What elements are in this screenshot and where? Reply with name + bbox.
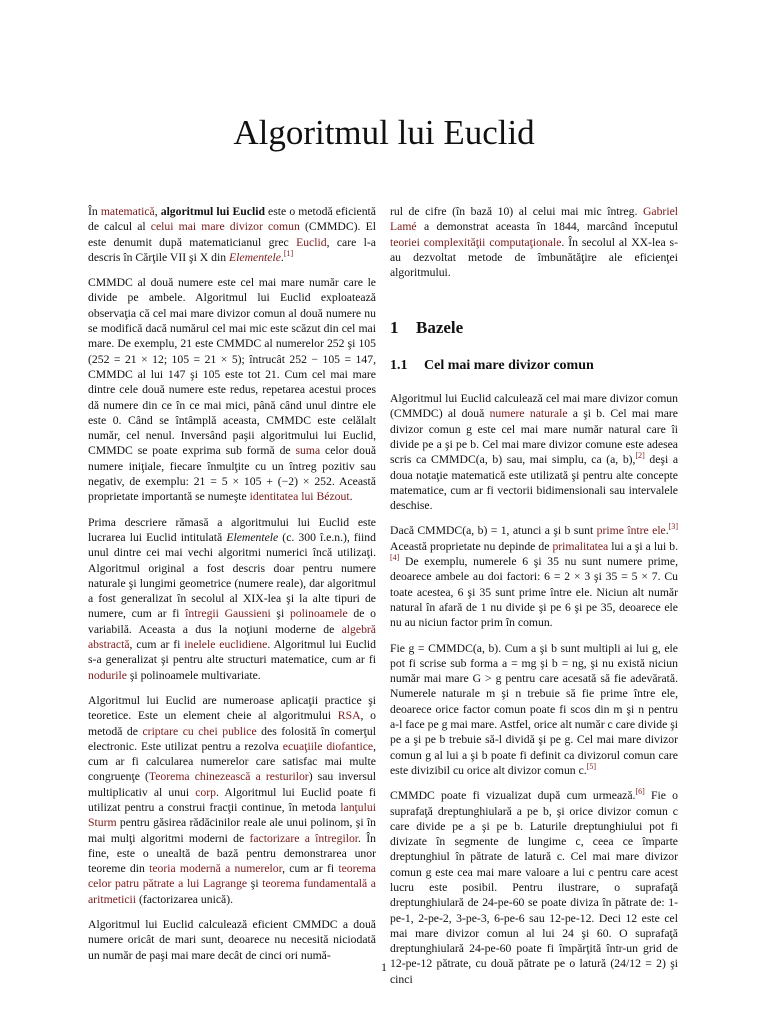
link-factorizare[interactable]: factorizare a întregilor: [249, 831, 359, 845]
link-matematica[interactable]: matematică: [100, 205, 155, 218]
text-span: , cum ar fi: [129, 638, 185, 652]
link-inele[interactable]: inelele euclidiene: [184, 638, 268, 652]
left-column: [88, 204, 376, 973]
paragraph-applications: [88, 693, 376, 907]
text-span: (factorizarea unică).: [136, 892, 234, 906]
link-noduri[interactable]: nodurile: [88, 668, 127, 682]
text-span: Fie g = CMMDC(a, b). Cum a şi b sunt multipli ai lui g, ele pot fi scrise sub forma a = mg şi b = ng, şi nu există niciun număr mai mare G > g pentru care acesată să fie adevărată. Numerele naturale m şi n trebuie să fie prime între ele, deoarece orice factor comun poate fi scos din m şi n pentru a-l face pe g mai mare. Astfel, orice alt număr c care divide şi pe a şi pe b trebuie să-l dividă şi pe g. Cel mai mare divizor comun g al lui a şi b poate fi definit ca divizorul comun care este divizibil cu orice alt divizor comun c.: [390, 641, 678, 777]
paragraph-intro: [88, 204, 376, 265]
text-span: De exemplu, numerele 6 şi 35 nu sunt numere prime, deoarece ambele au doi factori: 6 = 2 × 3 şi 35 = 5 × 7. Cu toate acestea, 6 şi 35 sunt prime între ele. Niciun alt număr natural în afară de 1 nu divide şi pe 6 şi pe 35, deoarece ele nu au niciun factor prim în comun.: [390, 555, 678, 630]
text-span: a şi b. Cel mai mare divizor comun g este cel mai mare număr natural care îi divide pe a şi pe b. Cel mai mare divizor comune este adesea scris ca CMMDC(a, b) sau, mai simplu, ca (a, b),: [390, 407, 678, 467]
subsection-number: 1.1: [390, 357, 408, 373]
text-span: lui a şi a lui b.: [608, 539, 678, 553]
text-span: rul de cifre (în bază 10) al celui mai mic întreg.: [390, 205, 643, 218]
text-span: Prima descriere rămasă a algoritmului lui Euclid este lucrarea lui Euclid intitulată: [88, 515, 376, 544]
link-lame[interactable]: Gabriel Lamé: [390, 205, 678, 234]
subsection-title: Cel mai mare divizor comun: [424, 357, 594, 373]
link-elementele[interactable]: Elementele: [229, 250, 281, 264]
page-number: 1: [381, 960, 387, 974]
text-span: des folosită în comerţul electronic. Este utilizat pentru a rezolva: [88, 724, 376, 753]
link-chinezeasca[interactable]: Teorema chinezească a resturilor: [148, 770, 309, 784]
text-span: , o metodă de: [88, 709, 377, 738]
paragraph-gcd-definition: [390, 391, 678, 513]
link-criptare[interactable]: criptare cu chei publice: [142, 724, 257, 738]
paragraph-multiples: [390, 641, 678, 779]
text-span: a demonstrat aceasta în 1844, marcând începutul: [416, 220, 678, 234]
link-diofantice[interactable]: ecuaţiile diofantice: [282, 739, 374, 753]
link-primalitatea[interactable]: primalitatea: [552, 539, 609, 553]
paragraph-lame: [390, 204, 678, 280]
link-polinoame[interactable]: polinoamele: [289, 607, 348, 621]
link-cmmdc[interactable]: celui mai mare divizor comun: [150, 220, 300, 234]
link-algebra[interactable]: algebră abstractă: [88, 622, 376, 652]
footnote-ref[interactable]: [6]: [635, 787, 645, 797]
text-span: deşi a doua notaţie matematică este utilizată şi pentru alte concepte matematice, cum ar fi vectorii bidimensionali sau intervalele deschise.: [390, 453, 679, 513]
text-span: . În secolul al XX-lea s-au dezvoltat metode de îmbunătăţire ale eficienţei algoritmului.: [390, 235, 678, 280]
text-span: Dacă CMMDC(a, b) = 1, atunci a şi b sunt: [390, 524, 597, 538]
text-span: Fie o suprafaţă dreptunghiulară a pe b, şi orice divizor comun c care divide pe a şi pe b. Laturile dreptunghiului pot fi divizate în segmente de lungime c, ceea ce împarte dreptunghiul în pătrate de latură c. Cel mai mare divizor comun g este cea mai mare valoare a lui c pentru care acest lucru este posibil. Pentru ilustrare, o suprafaţă dreptunghiulară de 24-pe-60 se poate diviza în pătrate de: 1-pe-1, 2-pe-2, 3-pe-3, 6-pe-6 sau 12-pe-12. Deci 12 este cel mai mare divizor comun al lui 24 şi 60. O suprafaţă dreptunghiulară 24-pe-60 poate fi împărţită într-un grid de 12-pe-12 pătrate, cu două pătrate pe o latură (24/12 = 2) şi cinci: [390, 789, 679, 986]
link-sturm[interactable]: lanţului Sturm: [88, 800, 376, 830]
text-span: CMMDC poate fi vizualizat după cum urmează.: [390, 789, 636, 803]
link-bezout[interactable]: identitatea lui Bézout: [249, 490, 350, 504]
footnote-ref[interactable]: [5]: [586, 762, 597, 772]
text-span: . În fine, este o unealtă de bază pentru demonstrarea unor teoreme din: [88, 831, 376, 876]
paragraph-visualization: [390, 788, 678, 987]
text-span: de o variabilă. Aceasta a dus la noţiuni moderne de: [88, 607, 377, 636]
text-span: , cum ar fi calcularea numerelor care satisfac mai multe congruenţe (: [88, 739, 376, 784]
text-span: pentru găsirea rădăcinilor reale ale unui polinom, şi în mai mulţi algoritmi moderni de: [88, 816, 376, 845]
text-span: (c. 300 î.e.n.), fiind unul dintre cei mai vechi algoritmi numerici încă utilizaţi. Algoritmul original a fost descris doar pentru numere naturale şi lungimi geometrice (numere reale), dar algoritmul a fost generalizat în secolul al XIX-lea şi la alte tipuri de numere, cum ar fi: [88, 530, 376, 621]
text-span: Algoritmul lui Euclid are numeroase aplicaţii practice şi teoretice. Este un element cheie al algoritmului: [88, 693, 376, 723]
link-corp[interactable]: corp: [195, 785, 217, 799]
text-span: şi: [270, 607, 290, 621]
link-teorema-fundamentala[interactable]: teorema fundamentală a aritmeticii: [88, 877, 376, 906]
paragraph-efficiency: Algoritmul lui Euclid calculează eficient CMMDC a două numere oricât de mari sunt, deoarece nu necesită niciodată un număr de paşi mai mare decât de cinci ori numă-: [88, 918, 376, 962]
text-span: , care l-a descris în Cărţile VII şi X din: [88, 235, 376, 264]
link-lagrange[interactable]: teorema celor patru pătrate a lui Lagrange: [88, 862, 376, 891]
footnote-ref[interactable]: [1]: [283, 249, 294, 258]
link-prime-intre-ele[interactable]: prime între ele: [596, 524, 666, 538]
link-rsa[interactable]: RSA: [337, 709, 361, 723]
text-span: . Algoritmul lui Euclid poate fi utilizat pentru a construi fracţii continue, în metoda: [88, 785, 376, 814]
text-span: este o metodă eficientă de calcul al: [88, 205, 376, 234]
paragraph-cmmdc: [88, 275, 376, 504]
link-teoria-numerelor[interactable]: teoria modernă a numerelor: [149, 862, 283, 876]
text-span: . Algoritmul lui Euclid s-a generalizat şi pentru alte structuri matematice, cum ar fi: [88, 638, 377, 667]
text-span: Algoritmul lui Euclid calculează cel mai mare divizor comun (CMMDC) al două: [390, 392, 678, 421]
text-span: .: [280, 250, 284, 264]
italic-title: Elementele: [226, 530, 279, 544]
text-span: Această proprietate nu depinde de: [390, 539, 553, 553]
paragraph-coprime: [390, 523, 678, 630]
text-span: În: [88, 205, 101, 218]
text-span: .: [665, 524, 669, 538]
section-number: 1: [390, 318, 399, 338]
link-complexitate[interactable]: teoriei complexităţii computaţionale: [390, 235, 562, 249]
link-euclid[interactable]: Euclid: [296, 235, 327, 249]
bold-term: algoritmul lui Euclid: [160, 205, 265, 218]
footnote-ref[interactable]: [4]: [390, 553, 400, 563]
subsection-heading: [390, 358, 678, 373]
footnote-ref[interactable]: [2]: [635, 451, 645, 461]
paragraph-history: [88, 515, 376, 683]
section-heading: [390, 318, 678, 338]
text-span: CMMDC al două numere este cel mai mare număr care le divide pe ambele. Algoritmul lui Euclid exploatează observaţia că cel mai mare divizor comun al două numere nu se modifică dacă numărul cel mai mic este scăzut din cel mai mare. De exemplu, 21 este CMMDC al numerelor 252 şi 105 (252 = 21 × 12; 105 = 21 × 5); întrucât 252 − 105 = 147, CMMDC al lui 147 şi 105 este tot 21. Cum cel mai mare dintre cele două numere este redus, repetarea acestui proces dă numere din ce în ce mai mici, până când unul dintre ele este 0. Când se întâmplă aceasta, CMMDC este celălalt număr, cel nenul. Inversând paşii algoritmului lui Euclid, CMMDC se poate exprima sub formă de: [88, 276, 376, 458]
text-span: .: [349, 490, 353, 504]
text-span: , cum ar fi: [282, 862, 339, 876]
text-span: şi polinoamele multivariate.: [126, 668, 261, 682]
link-numere-naturale[interactable]: numere naturale: [489, 407, 568, 421]
footnote-ref[interactable]: [3]: [668, 522, 678, 532]
text-span: ) sau inversul multiplicativ al unui: [88, 770, 376, 799]
text-span: (CMMDC). El este denumit după matematicianul grec: [88, 220, 376, 249]
text-span: ,: [154, 205, 161, 218]
right-column: [390, 204, 678, 997]
page-title: Algoritmul lui Euclid: [233, 113, 535, 152]
section-title: Bazele: [416, 318, 464, 338]
link-suma[interactable]: suma: [295, 444, 321, 458]
text-span: celor două numere iniţiale, fiecare înmulţite cu un întreg pozitiv sau negativ, de exemplu: 21 = 5 × 105 + (−2) × 252. Această proprietate importantă se numeşte: [88, 444, 377, 504]
link-gaussian[interactable]: întregii Gaussieni: [185, 607, 271, 621]
text-span: şi: [247, 877, 263, 891]
